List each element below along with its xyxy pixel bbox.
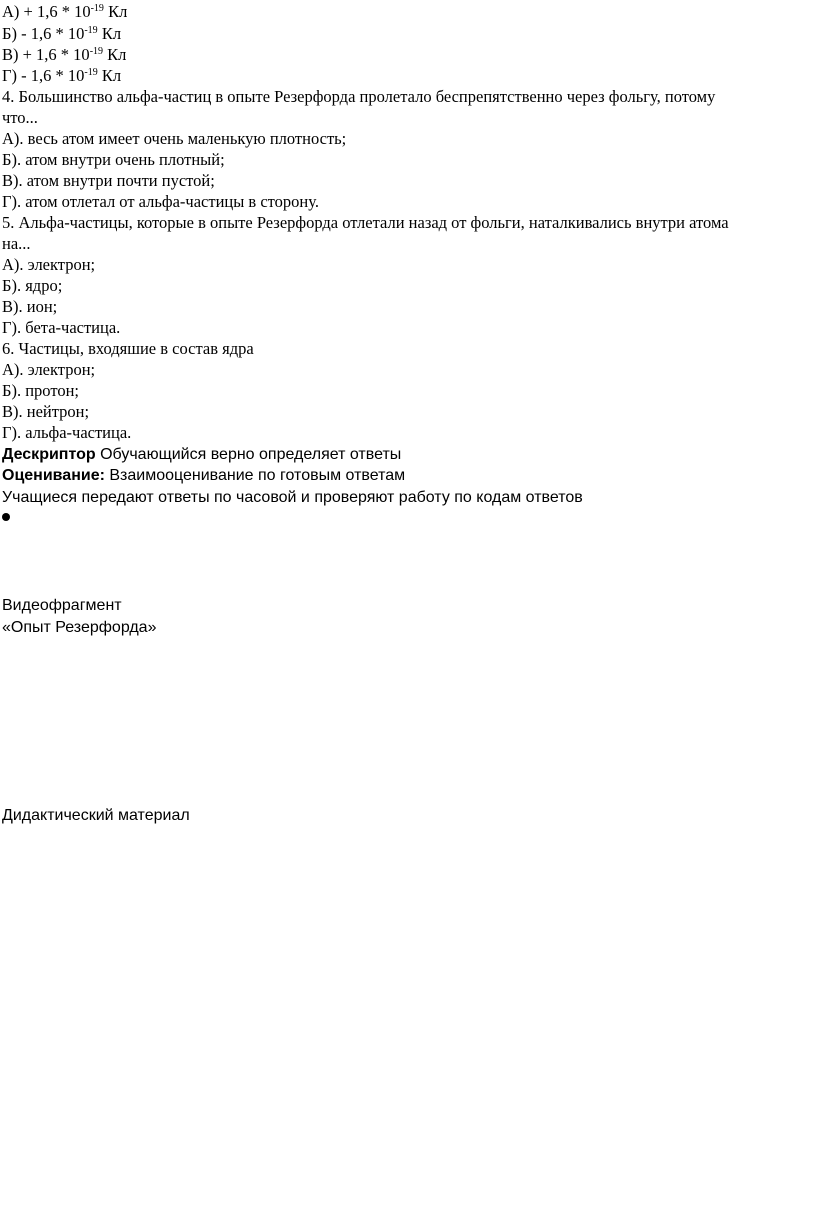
video-fragment-label: Видеофрагмент (2, 597, 122, 614)
question-5-option-d: Г). бета-частица. (2, 318, 121, 337)
assessment-label: Оценивание: (2, 467, 105, 484)
charge-option-c: $В) + 1,6 * 10^{-19}$ Кл (2, 45, 127, 64)
question-5-option-b: Б). ядро; (2, 276, 63, 295)
question-5-option-c: В). ион; (2, 297, 58, 316)
descriptor-line: Дескриптор Обучающийся верно определяет ответы (2, 446, 402, 463)
question-4-option-b: Б). атом внутри очень плотный; (2, 150, 225, 169)
assessment-line: Оценивание: Взаимооценивание по готовым ответам (2, 467, 406, 484)
question-4-option-a: А). весь атом имеет очень маленькую плотность; (2, 129, 347, 148)
question-5-option-a: А). электрон; (2, 255, 96, 274)
instruction-line: Учащиеся передают ответы по часовой и проверяют работу по кодам ответов (2, 489, 583, 506)
didactic-material-label: Дидактический материал (2, 807, 190, 824)
question-4-option-d: Г). атом отлетал от альфа-частицы в сторону. (2, 192, 319, 211)
question-5-text-cont: на... (2, 234, 31, 253)
descriptor-label: Дескриптор (2, 446, 96, 463)
bullet-icon (2, 513, 10, 521)
charge-option-d: $Г) - 1,6 * 10^{-19}$ Кл (2, 66, 122, 85)
question-4-text-cont: что... (2, 108, 38, 127)
charge-option-b: $Б) - 1,6 * 10^{-19}$ Кл (2, 24, 122, 43)
charge-option-a: $А) + 1,6 * 10^{-19}$ Кл (2, 2, 128, 21)
video-fragment-title: «Опыт Резерфорда» (2, 619, 157, 636)
question-6-option-a: А). электрон; (2, 360, 96, 379)
question-4-option-c: В). атом внутри почти пустой; (2, 171, 215, 190)
question-5-text: 5. Альфа-частицы, которые в опыте Резерфорда отлетали назад от фольги, наталкивались внутри атома (2, 213, 729, 232)
question-6-option-b: Б). протон; (2, 381, 79, 400)
question-6-option-d: Г). альфа-частица. (2, 423, 132, 442)
question-6-option-c: В). нейтрон; (2, 402, 90, 421)
question-6-text: 6. Частицы, входяшие в состав ядра (2, 339, 254, 358)
question-4-text: 4. Большинство альфа-частиц в опыте Резерфорда пролетало беспрепятственно через фольгу, потому (2, 87, 716, 106)
